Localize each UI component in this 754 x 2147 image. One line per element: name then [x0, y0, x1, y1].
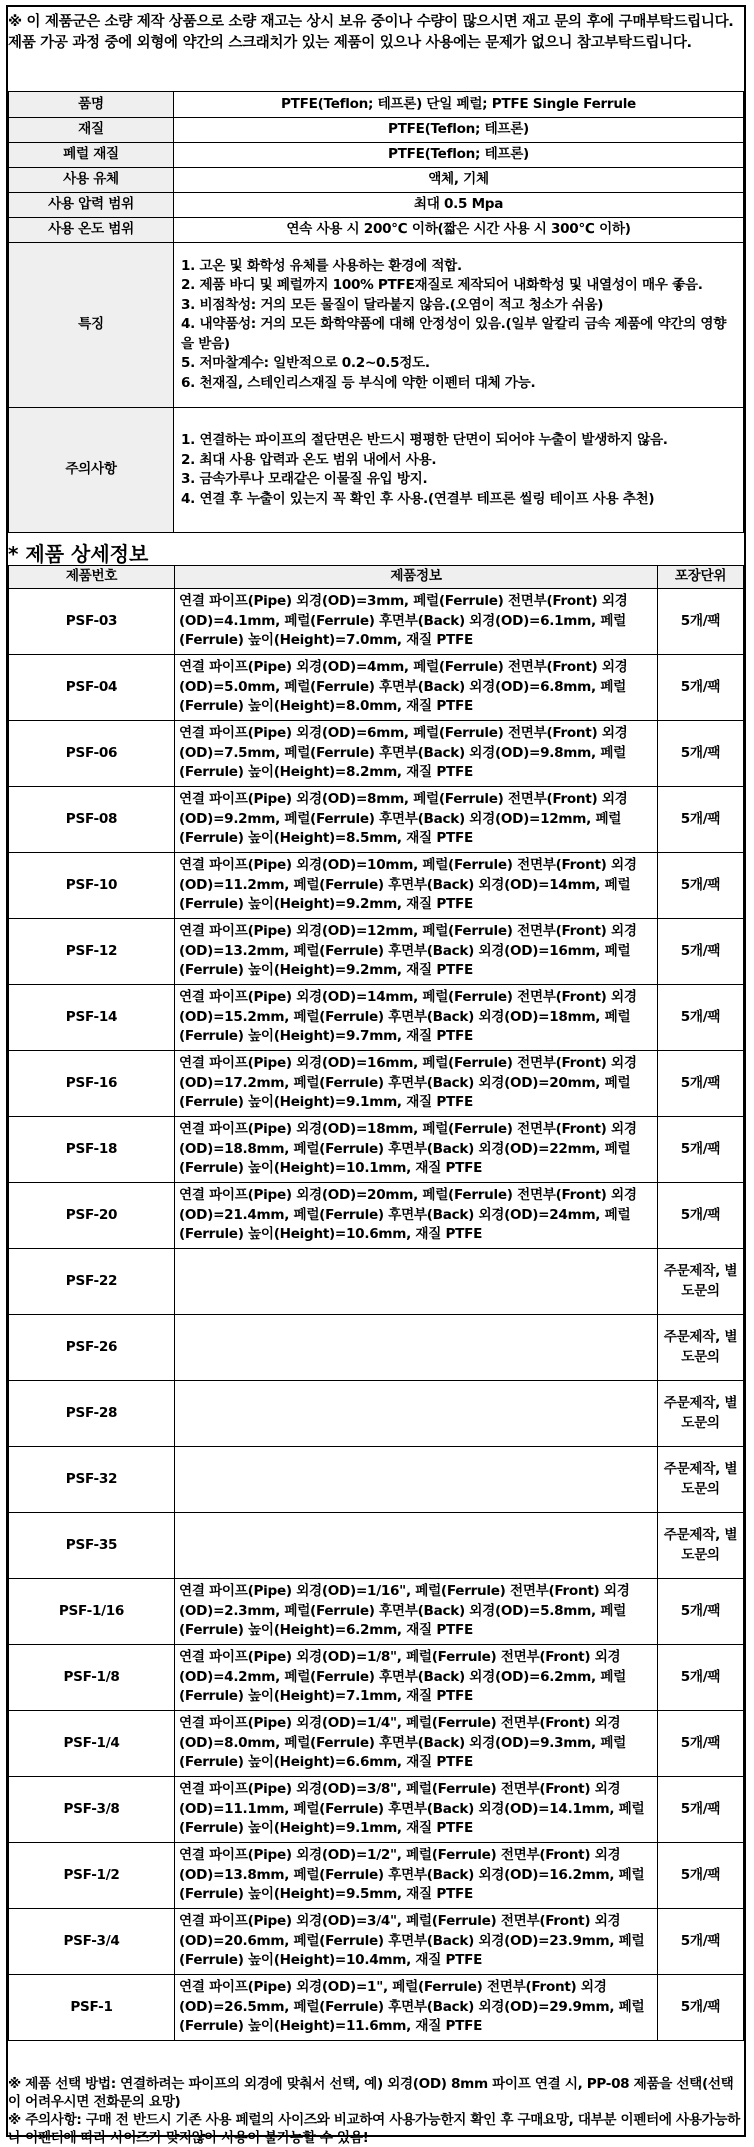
- product-info: [175, 1249, 658, 1315]
- product-code: PSF-26: [9, 1315, 175, 1381]
- header-info: 제품정보: [175, 566, 658, 589]
- product-info: 연결 파이프(Pipe) 외경(OD)=14mm, 페럴(Ferrule) 전면부(Front) 외경(OD)=15.2mm, 페럴(Ferrule) 후면부(Back) 외경(OD)=18mm, 페럴(Ferrule) 높이(Height)=9.7mm, 재질 PTFE: [175, 985, 658, 1051]
- product-code: PSF-06: [9, 721, 175, 787]
- product-info: [175, 1513, 658, 1579]
- stock-notice: ※ 이 제품군은 소량 제작 상품으로 소량 재고는 상시 보유 중이나 수량이 많으시면 재고 문의 후에 구매부탁드립니다. 제품 가공 과정 중에 외형에 약간의 스크래치가 있는 제품이 있으나 사용에는 문제가 없으니 참고부탁드립니다.: [8, 14, 734, 51]
- footer-selection-note: ※ 제품 선택 방법: 연결하려는 파이프의 외경에 맞춰서 선택, 예) 외경(OD) 8mm 파이프 연결 시, PP-08 제품을 선택(선택이 어려우시면 전화문의 요망): [8, 2076, 734, 2110]
- spec-row-temperature: [9, 218, 744, 243]
- product-code: PSF-1/4: [9, 1711, 175, 1777]
- product-code: PSF-22: [9, 1249, 175, 1315]
- cautions-label: 주의사항: [9, 408, 174, 533]
- feature-item: 1. 고온 및 화학성 유체를 사용하는 환경에 적합.: [181, 257, 462, 274]
- product-pack-unit: 5개/팩: [658, 1777, 744, 1843]
- footer-caution-note: ※ 주의사항: 구매 전 반드시 기존 사용 페럴의 사이즈와 비교하여 사용가능한지 확인 후 구매요망, 대부분 이펜터에 사용가능하나 이펜터에 따라 사이즈가 맞지않아 사용이 불가능할 수 있음!: [8, 2112, 740, 2146]
- product-code: PSF-3/4: [9, 1909, 175, 1975]
- product-code: PSF-08: [9, 787, 175, 853]
- features-list: [174, 243, 744, 408]
- product-pack-unit: 5개/팩: [658, 919, 744, 985]
- spec-row-material: [9, 118, 744, 143]
- spec-table: [8, 91, 744, 533]
- product-pack-unit: 주문제작, 별도문의: [658, 1315, 744, 1381]
- product-pack-unit: 주문제작, 별도문의: [658, 1381, 744, 1447]
- header-pack: 포장단위: [658, 566, 744, 589]
- product-row: [9, 1513, 744, 1579]
- spec-row-features: [9, 243, 744, 408]
- product-pack-unit: 5개/팩: [658, 589, 744, 655]
- spec-label: 사용 유체: [9, 168, 174, 193]
- product-code: PSF-1/8: [9, 1645, 175, 1711]
- spec-value: PTFE(Teflon; 테프론) 단일 페럴; PTFE Single Ferrule: [174, 92, 744, 118]
- spec-value: PTFE(Teflon; 테프론): [174, 118, 744, 143]
- product-row: [9, 1777, 744, 1843]
- product-info: 연결 파이프(Pipe) 외경(OD)=10mm, 페럴(Ferrule) 전면부(Front) 외경(OD)=11.2mm, 페럴(Ferrule) 후면부(Back) 외경(OD)=14mm, 페럴(Ferrule) 높이(Height)=9.2mm, 재질 PTFE: [175, 853, 658, 919]
- spec-value: PTFE(Teflon; 테프론): [174, 143, 744, 168]
- detail-header-row: [9, 566, 744, 589]
- spec-row-pressure: [9, 193, 744, 218]
- product-info: 연결 파이프(Pipe) 외경(OD)=12mm, 페럴(Ferrule) 전면부(Front) 외경(OD)=13.2mm, 페럴(Ferrule) 후면부(Back) 외경(OD)=16mm, 페럴(Ferrule) 높이(Height)=9.2mm, 재질 PTFE: [175, 919, 658, 985]
- product-code: PSF-1/2: [9, 1843, 175, 1909]
- product-row: [9, 1249, 744, 1315]
- product-pack-unit: 주문제작, 별도문의: [658, 1513, 744, 1579]
- feature-item: 2. 제품 바디 및 페럴까지 100% PTFE재질로 제작되어 내화학성 및 내열성이 매우 좋음.: [181, 277, 703, 294]
- product-info: 연결 파이프(Pipe) 외경(OD)=18mm, 페럴(Ferrule) 전면부(Front) 외경(OD)=18.8mm, 페럴(Ferrule) 후면부(Back) 외경(OD)=22mm, 페럴(Ferrule) 높이(Height)=10.1mm, 재질 PTFE: [175, 1117, 658, 1183]
- product-row: [9, 1843, 744, 1909]
- product-info: 연결 파이프(Pipe) 외경(OD)=1/8", 페럴(Ferrule) 전면부(Front) 외경(OD)=4.2mm, 페럴(Ferrule) 후면부(Back) 외경(OD)=6.2mm, 페럴(Ferrule) 높이(Height)=7.1mm, 재질 PTFE: [175, 1645, 658, 1711]
- spec-label: 페럴 재질: [9, 143, 174, 168]
- product-row: [9, 1117, 744, 1183]
- product-pack-unit: 5개/팩: [658, 655, 744, 721]
- product-info: 연결 파이프(Pipe) 외경(OD)=16mm, 페럴(Ferrule) 전면부(Front) 외경(OD)=17.2mm, 페럴(Ferrule) 후면부(Back) 외경(OD)=20mm, 페럴(Ferrule) 높이(Height)=9.1mm, 재질 PTFE: [175, 1051, 658, 1117]
- product-pack-unit: 5개/팩: [658, 721, 744, 787]
- product-info: 연결 파이프(Pipe) 외경(OD)=1/16", 페럴(Ferrule) 전면부(Front) 외경(OD)=2.3mm, 페럴(Ferrule) 후면부(Back) 외경(OD)=5.8mm, 페럴(Ferrule) 높이(Height)=6.2mm, 재질 PTFE: [175, 1579, 658, 1645]
- product-row: [9, 1447, 744, 1513]
- feature-item: 4. 내약품성: 거의 모든 화학약품에 대해 안정성이 있음.(일부 알칼리 금속 제품에 약간의 영향을 받음): [181, 316, 727, 352]
- product-code: PSF-04: [9, 655, 175, 721]
- product-row: [9, 1909, 744, 1975]
- product-row: [9, 1645, 744, 1711]
- product-pack-unit: 5개/팩: [658, 1645, 744, 1711]
- product-code: PSF-28: [9, 1381, 175, 1447]
- product-code: PSF-18: [9, 1117, 175, 1183]
- product-row: [9, 787, 744, 853]
- spec-label: 품명: [9, 92, 174, 118]
- product-pack-unit: 5개/팩: [658, 1909, 744, 1975]
- product-row: [9, 1579, 744, 1645]
- product-info: 연결 파이프(Pipe) 외경(OD)=4mm, 페럴(Ferrule) 전면부(Front) 외경(OD)=5.0mm, 페럴(Ferrule) 후면부(Back) 외경(OD)=6.8mm, 페럴(Ferrule) 높이(Height)=8.0mm, 재질 PTFE: [175, 655, 658, 721]
- spec-row-ferrule-material: [9, 143, 744, 168]
- caution-item: 2. 최대 사용 압력과 온도 범위 내에서 사용.: [181, 451, 437, 468]
- header-code: 제품번호: [9, 566, 175, 589]
- spec-row-fluid: [9, 168, 744, 193]
- caution-item: 1. 연결하는 파이프의 절단면은 반드시 평평한 단면이 되어야 누출이 발생하지 않음.: [181, 432, 668, 448]
- product-pack-unit: 5개/팩: [658, 1183, 744, 1249]
- product-row: [9, 919, 744, 985]
- product-code: PSF-35: [9, 1513, 175, 1579]
- product-info: 연결 파이프(Pipe) 외경(OD)=3/8", 페럴(Ferrule) 전면부(Front) 외경(OD)=11.1mm, 페럴(Ferrule) 후면부(Back) 외경(OD)=14.1mm, 페럴(Ferrule) 높이(Height)=9.1mm, 재질 PTFE: [175, 1777, 658, 1843]
- product-row: [9, 1381, 744, 1447]
- product-pack-unit: 5개/팩: [658, 1051, 744, 1117]
- spec-label: 재질: [9, 118, 174, 143]
- section-title: * 제품 상세정보: [8, 542, 149, 566]
- product-row: [9, 1183, 744, 1249]
- features-label: 특징: [9, 243, 174, 408]
- product-code: PSF-20: [9, 1183, 175, 1249]
- spec-row-name: [9, 92, 744, 118]
- product-info: 연결 파이프(Pipe) 외경(OD)=3mm, 페럴(Ferrule) 전면부(Front) 외경(OD)=4.1mm, 페럴(Ferrule) 후면부(Back) 외경(OD)=6.1mm, 페럴(Ferrule) 높이(Height)=7.0mm, 재질 PTFE: [175, 589, 658, 655]
- spec-value: 연속 사용 시 200℃ 이하(짧은 시간 사용 시 300℃ 이하): [174, 218, 744, 243]
- product-row: [9, 655, 744, 721]
- product-info: 연결 파이프(Pipe) 외경(OD)=6mm, 페럴(Ferrule) 전면부(Front) 외경(OD)=7.5mm, 페럴(Ferrule) 후면부(Back) 외경(OD)=9.8mm, 페럴(Ferrule) 높이(Height)=8.2mm, 재질 PTFE: [175, 721, 658, 787]
- product-row: [9, 853, 744, 919]
- product-row: [9, 1051, 744, 1117]
- product-detail-table: [8, 565, 744, 2041]
- product-info: 연결 파이프(Pipe) 외경(OD)=1/2", 페럴(Ferrule) 전면부(Front) 외경(OD)=13.8mm, 페럴(Ferrule) 후면부(Back) 외경(OD)=16.2mm, 페럴(Ferrule) 높이(Height)=9.5mm, 재질 PTFE: [175, 1843, 658, 1909]
- product-row: [9, 1315, 744, 1381]
- product-pack-unit: 5개/팩: [658, 787, 744, 853]
- product-pack-unit: 5개/팩: [658, 1711, 744, 1777]
- spec-value: 최대 0.5 Mpa: [174, 193, 744, 218]
- caution-item: 3. 금속가루나 모래같은 이물질 유입 방지.: [181, 471, 428, 487]
- product-code: PSF-14: [9, 985, 175, 1051]
- product-info: [175, 1381, 658, 1447]
- spec-value: 액체, 기체: [174, 168, 744, 193]
- product-code: PSF-32: [9, 1447, 175, 1513]
- product-pack-unit: 5개/팩: [658, 1975, 744, 2041]
- product-row: [9, 1975, 744, 2041]
- product-pack-unit: 주문제작, 별도문의: [658, 1249, 744, 1315]
- cautions-list: [174, 408, 744, 533]
- product-code: PSF-12: [9, 919, 175, 985]
- spec-label: 사용 압력 범위: [9, 193, 174, 218]
- feature-item: 5. 저마찰계수: 일반적으로 0.2~0.5정도.: [181, 355, 430, 372]
- product-code: PSF-1/16: [9, 1579, 175, 1645]
- product-info: 연결 파이프(Pipe) 외경(OD)=1", 페럴(Ferrule) 전면부(Front) 외경(OD)=26.5mm, 페럴(Ferrule) 후면부(Back) 외경(OD)=29.9mm, 페럴(Ferrule) 높이(Height)=11.6mm, 재질 PTFE: [175, 1975, 658, 2041]
- caution-item: 4. 연결 후 누출이 있는지 꼭 확인 후 사용.(연결부 테프론 씰링 테이프 사용 추천): [181, 490, 655, 507]
- product-info: 연결 파이프(Pipe) 외경(OD)=8mm, 페럴(Ferrule) 전면부(Front) 외경(OD)=9.2mm, 페럴(Ferrule) 후면부(Back) 외경(OD)=12mm, 페럴(Ferrule) 높이(Height)=8.5mm, 재질 PTFE: [175, 787, 658, 853]
- product-info: [175, 1447, 658, 1513]
- product-code: PSF-03: [9, 589, 175, 655]
- product-info: 연결 파이프(Pipe) 외경(OD)=1/4", 페럴(Ferrule) 전면부(Front) 외경(OD)=8.0mm, 페럴(Ferrule) 후면부(Back) 외경(OD)=9.3mm, 페럴(Ferrule) 높이(Height)=6.6mm, 재질 PTFE: [175, 1711, 658, 1777]
- product-code: PSF-10: [9, 853, 175, 919]
- product-info: [175, 1315, 658, 1381]
- product-row: [9, 721, 744, 787]
- product-row: [9, 1711, 744, 1777]
- product-pack-unit: 5개/팩: [658, 985, 744, 1051]
- product-code: PSF-3/8: [9, 1777, 175, 1843]
- spec-label: 사용 온도 범위: [9, 218, 174, 243]
- feature-item: 3. 비점착성: 거의 모든 물질이 달라붙지 않음.(오염이 적고 청소가 쉬움): [181, 296, 604, 313]
- product-pack-unit: 5개/팩: [658, 1579, 744, 1645]
- product-row: [9, 985, 744, 1051]
- feature-item: 6. 천재질, 스테인리스재질 등 부식에 약한 이펜터 대체 가능.: [181, 374, 536, 391]
- product-pack-unit: 주문제작, 별도문의: [658, 1447, 744, 1513]
- product-info: 연결 파이프(Pipe) 외경(OD)=20mm, 페럴(Ferrule) 전면부(Front) 외경(OD)=21.4mm, 페럴(Ferrule) 후면부(Back) 외경(OD)=24mm, 페럴(Ferrule) 높이(Height)=10.6mm, 재질 PTFE: [175, 1183, 658, 1249]
- product-row: [9, 589, 744, 655]
- product-pack-unit: 5개/팩: [658, 853, 744, 919]
- product-info: 연결 파이프(Pipe) 외경(OD)=3/4", 페럴(Ferrule) 전면부(Front) 외경(OD)=20.6mm, 페럴(Ferrule) 후면부(Back) 외경(OD)=23.9mm, 페럴(Ferrule) 높이(Height)=10.4mm, 재질 PTFE: [175, 1909, 658, 1975]
- product-pack-unit: 5개/팩: [658, 1843, 744, 1909]
- spec-row-cautions: [9, 408, 744, 533]
- product-code: PSF-16: [9, 1051, 175, 1117]
- footer-notes: [8, 2075, 742, 2147]
- product-code: PSF-1: [9, 1975, 175, 2041]
- product-pack-unit: 5개/팩: [658, 1117, 744, 1183]
